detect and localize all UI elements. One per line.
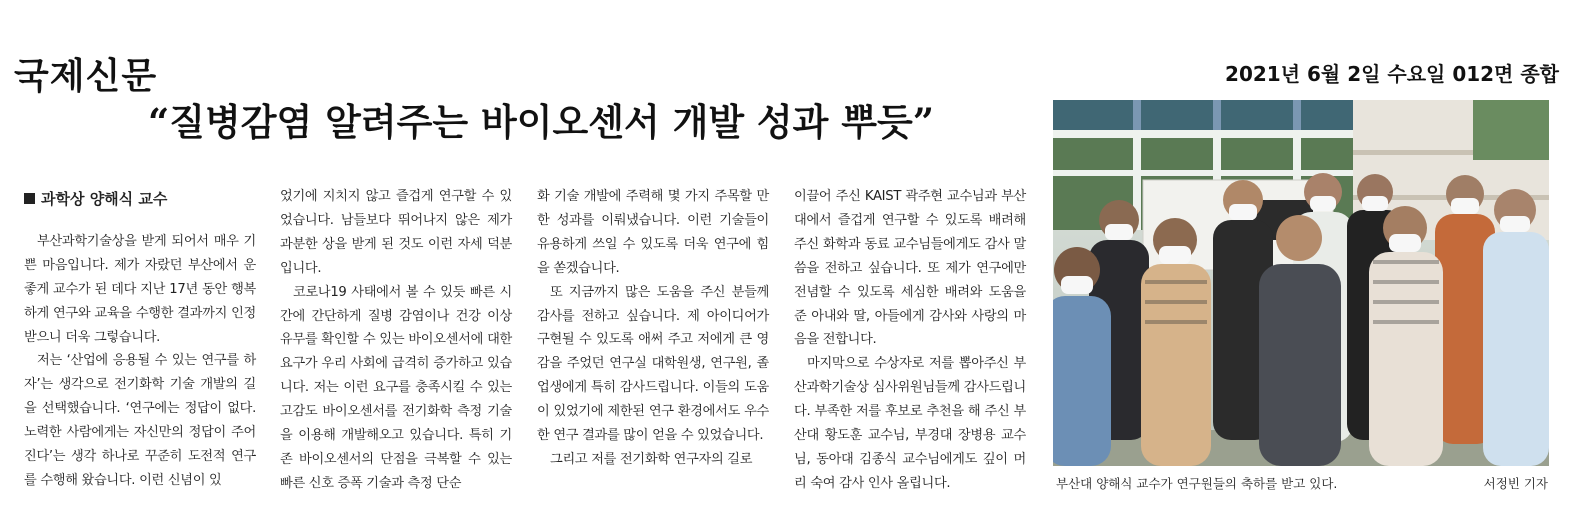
- paragraph: 저는 ‘산업에 응용될 수 있는 연구를 하자’는 생각으로 전기화학 기술 개발의 길을 선택했습니다. ‘연구에는 정답이 없다. 노력한 사람에게는 자신만의 정답이 주어진다’는 생각 하나로 꾸준히 도전적 연구를 수행해 왔습니다. 이런 신념이 있: [24, 353, 256, 488]
- square-bullet-icon: [24, 193, 35, 204]
- photo-credit: 서정빈 기자: [1483, 476, 1548, 491]
- dateline: 2021년 6월 2일 수요일 012면 종합: [1225, 62, 1559, 86]
- paragraph: 부산과학기술상을 받게 되어서 매우 기쁜 마음입니다. 제가 자랐던 부산에서 운 좋게 교수가 된 데다 지난 17년 동안 행복하게 연구와 교육을 수행한 결과까지 인정받으니 더욱 그렇습니다.: [24, 233, 256, 345]
- paragraph: 그리고 저를 전기화학 연구자의 길로: [550, 451, 753, 467]
- paragraph: 마지막으로 수상자로 저를 뽑아주신 부산과학기술상 심사위원님들께 감사드립니다. 부족한 저를 후보로 추천을 해 주신 부산대 황도훈 교수님, 부경대 장병용 교수님, 동아대 김종식 교수님에게도 깊이 머리 숙여 감사 인사 올립니다.: [794, 356, 1026, 491]
- subhead-text: 과학상 양해식 교수: [41, 190, 168, 208]
- paragraph: 이끌어 주신 KAIST 곽주현 교수님과 부산대에서 즐겁게 연구할 수 있도록 배려해 주신 화학과 동료 교수님들에게도 감사 말씀을 전하고 싶습니다. 또 제가 연구에만 전념할 수 있도록 세심한 배려와 도움을 준 아내와 딸, 아들에게 감사와 사랑의 마음을 전합니다.: [794, 189, 1026, 348]
- article-column-1: [24, 188, 256, 493]
- photo-caption: [1056, 474, 1548, 492]
- article-column-2: [280, 185, 512, 496]
- paragraph: 었기에 지치지 않고 즐겁게 연구할 수 있었습니다. 남들보다 뛰어나지 않은 제가 과분한 상을 받게 된 것도 이런 자세 덕분입니다.: [280, 189, 512, 276]
- masthead: 국제신문: [14, 55, 158, 97]
- subhead: [24, 188, 256, 212]
- article-column-4: [794, 185, 1026, 496]
- caption-text: 부산대 양해식 교수가 연구원들의 축하를 받고 있다.: [1056, 476, 1338, 491]
- group-photo: [1053, 100, 1549, 466]
- paragraph: 화 기술 개발에 주력해 몇 가지 주목할 만한 성과를 이뤄냈습니다. 이런 기술들이 유용하게 쓰일 수 있도록 더욱 연구에 힘을 쏟겠습니다.: [537, 189, 769, 276]
- paragraph: 또 지금까지 많은 도움을 주신 분들께 감사를 전하고 싶습니다. 제 아이디어가 구현될 수 있도록 애써 주고 저에게 큰 영감을 주었던 연구실 대학원생, 연구원, 졸업생에게 특히 감사드립니다. 이들의 도움이 있었기에 제한된 연구 환경에서도 우수한 연구 결과를 많이 얻을 수 있었습니다.: [537, 284, 769, 444]
- headline: “질병감염 알려주는 바이오센서 개발 성과 뿌듯”: [148, 100, 935, 144]
- paragraph: 코로나19 사태에서 볼 수 있듯 빠른 시간에 간단하게 질병 감염이나 건강 이상 유무를 확인할 수 있는 바이오센서에 대한 요구가 우리 사회에 급격히 증가하고 있습니다. 저는 이런 요구를 충족시킬 수 있는 고감도 바이오센서를 전기화학 측정 기술을 이용해 개발해오고 있습니다. 특히 기존 바이오센서의 단점을 극복할 수 있는 빠른 신호 증폭 기술과 측정 단순: [280, 284, 512, 491]
- article-column-3: [537, 185, 769, 472]
